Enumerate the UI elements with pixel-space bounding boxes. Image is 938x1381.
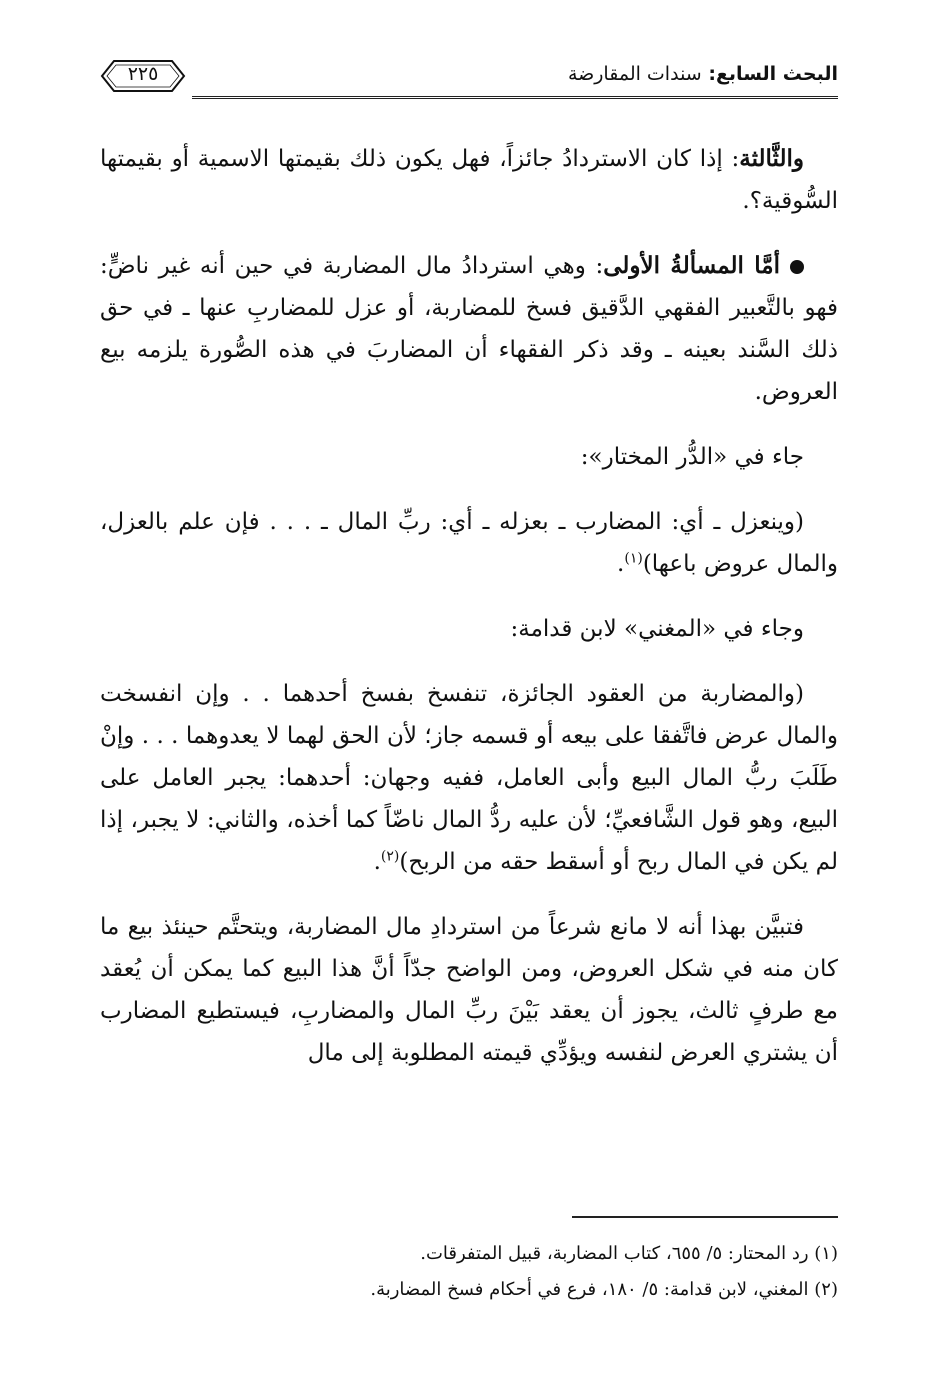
book-page xyxy=(100,0,838,1381)
footnote-1: (١) رد المحتار: ٥/ ٦٥٥، كتاب المضاربة، قبيل المتفرقات. xyxy=(420,1243,838,1264)
footnote-2: (٢) المغني، لابن قدامة: ٥/ ١٨٠، فرع في أحكام فسخ المضاربة. xyxy=(370,1279,838,1300)
header-double-rule xyxy=(192,96,838,99)
paragraph-third-question xyxy=(100,138,838,222)
footnotes xyxy=(100,1236,838,1308)
main-text xyxy=(100,138,838,1097)
quote-durr xyxy=(100,501,838,585)
quote-mughni xyxy=(100,673,838,883)
paragraph-mughni-intro: وجاء في «المغني» لابن قدامة: xyxy=(510,616,804,642)
header-section-title: سندات المقارضة xyxy=(567,63,702,85)
paragraph-first-issue xyxy=(100,245,838,413)
quote-text: (وينعزل ـ أي: المضارب ـ بعزله ـ أي: ربِّ المال ـ . . . فإن علم بالعزل، والمال عروض باعها) xyxy=(100,509,838,577)
footnote-separator xyxy=(572,1216,838,1218)
quote-text: (والمضاربة من العقود الجائزة، تنفسخ بفسخ أحدهما . . وإن انفسخت والمال عرض فاتَّفقا على بيعه أو قسمه جاز؛ لأن الحق لهما لا يعدوهما . . . وإنْ طَلَبَ ربُّ المال البيع وأبى العامل، ففيه وجهان: أحدهما: يجبر العامل على البيع، وهو قول الشَّافعيِّ؛ لأن عليه ردُّ المال ناضّاً كما أخذه، والثاني: لا يجبر، إذا لم يكن في المال ربح أو أسقط حقه من الربح) xyxy=(100,681,838,875)
paragraph-durr-intro: جاء في «الدُّر المختار»: xyxy=(580,444,804,470)
paragraph-lead: أمَّا المسألةُ الأولى xyxy=(603,252,780,279)
running-header xyxy=(100,55,838,103)
paragraph-conclusion: فتبيَّن بهذا أنه لا مانع شرعاً من استردادِ مال المضاربة، ويتحتَّم حينئذ بيع ما كان منه في شكل العروض، ومن الواضح جدّاً أنَّ هذا البيع كما يمكن أن يُعقد مع طرفٍ ثالث، يجوز أن يعقد بَيْنَ ربِّ المال والمضاربِ، فيستطيع المضارب أن يشتري العرض لنفسه ويؤدِّي قيمته المطلوبة إلى مال xyxy=(100,914,838,1066)
bullet-icon xyxy=(790,260,804,274)
page-number: ٢٢٥ xyxy=(127,63,159,85)
footnote-ref-2: (٢) xyxy=(380,848,400,865)
header-section-label: البحث السابع: xyxy=(708,63,838,85)
quote-end: . xyxy=(617,551,625,577)
page-number-badge xyxy=(100,59,186,93)
header-title xyxy=(568,63,838,85)
paragraph-text: : وهي استردادُ مال المضاربة في حين أنه غير ناضٍّ: فهو بالتَّعبير الفقهي الدَّقيق فسخ للمضاربة، أو عزل للمضاربِ عنها ـ في حق ذلك السَّند بعينه ـ وقد ذكر الفقهاء أن المضاربَ في هذه الصُّورة يلزمه بيع العروض. xyxy=(100,253,838,405)
footnote-ref-1: (١) xyxy=(624,550,643,567)
paragraph-lead: والثَّالثة xyxy=(739,145,804,172)
paragraph-text: : إذا كان الاستردادُ جائزاً، فهل يكون ذلك بقيمتها الاسمية أو بقيمتها السُّوقية؟. xyxy=(100,146,838,214)
quote-end: . xyxy=(373,849,381,875)
